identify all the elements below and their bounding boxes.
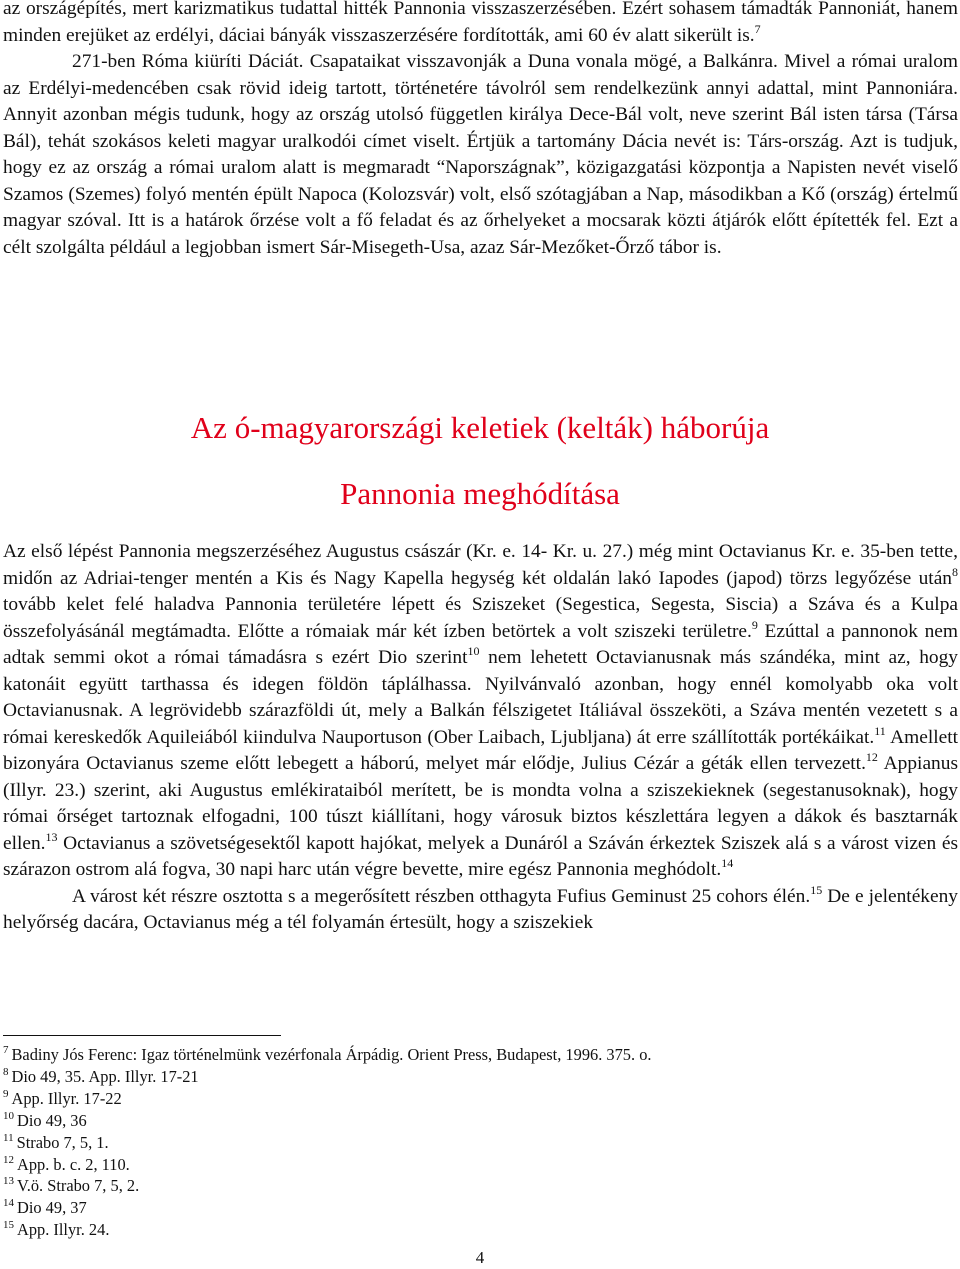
footnote-ref-11[interactable]: 11	[874, 723, 886, 738]
footnote-ref-7[interactable]: 7	[754, 21, 761, 36]
footnote-ref-13[interactable]: 13	[45, 829, 58, 844]
paragraph-text: 271-ben Róma kiüríti Dáciát. Csapataikat visszavonják a Duna vonala mögé, a Balkánra. Mivel a római uralom az Erdélyi-medencében csak rövid ideig tartott, történetére távolról sem rendelkezünk annyi adattal, mint Pannoniára. Annyit azonban mégis tudunk, hogy az ország utolsó független királya Dece-Bál volt, neve szerint Bál isten társa (Társa Bál), tehát szokásos keleti magyar uralkodói címet viselt. Értjük a tartomány Dácia nevét is: Társ-ország. Azt is tudjuk, hogy ez az ország a római uralom alatt is megmaradt “Napországnak”, közigazgatási központja a Napisten nevét viselő Szamos (Szemes) folyó mentén épült Napoca (Kolozsvár) volt, első szótagjában a Nap, másodikban a Kő (ország) értelmű magyar szóval. Itt is a határok őrzése volt a fő feladat és az őrhelyeket a mocsarak közti átjárók előtt építették fel. Ezt a célt szolgálta például a legjobban ismert Sár-Misegeth-Usa, azaz Sár-Mezőket-Őrző tábor is.	[3, 51, 958, 258]
section-paragraph: Az első lépést Pannonia megszerzéséhez Augustus császár (Kr. e. 14- Kr. u. 27.) még mint Octavianus Kr. e. 35-ben tette, midőn az Adriai-tenger mentén a Kis és Nagy Kapella hegység két oldalán lakó Iapodes (japod) törzs legyőzése után$^8$ tovább kelet felé haladva Pannonia területére lépett és Sziszeket (Segestica, Segesta, Siscia) a Száva és a Kulpa összefolyásánál megtámadta. Előtte a rómaiak már két ízben betörtek a volt sziszeki területre.$^9$ Ezúttal a pannonok nem adtak semmi okot a római támadásra s ezért Dio szerint$^{10}$ nem lehetett Octavianusnak más szándéka, mint az, hogy katonáit együtt tarthassa és idegen földön táplálhassa. Nyilvánvaló azonban, hogy ennél komolyabb oka volt Octavianusnak. A legrövidebb szárazföldi út, mely a Balkán félszigetet Itáliával összeköti, a Száva mentén vezetett s a római kereskedők Aquileiából kiindulva Nauportuson (Ober Laibach, Ljubljana) át erre szállították portékáikat.$^{11}$ Amellett bizonyára Octavianus szeme előtt lebegett a háború, melyet már elődje, Julius Cézár a géták ellen tervezett.$^{12}$ Appianus (Illyr. 23.) szerint, aki Augustus emlékirataiból merített, be is mondta volna a sziszekieknek (segestanusoknak), hogy római őrséget tartoznak elfogadni, 100 túszt kiállítani, hogy városuk biztos készlettára legyen a dákok és basztarnák ellen.$^{13}$ Octavianus a szövetségesektől kapott hajókat, melyek a Dunáról a Száván érkeztek Sziszek alá s a várost vizen és szárazon ostrom alá fogva, 30 napi harc után végre bevette, mire egész Pannonia meghódolt.$^{14}$ A várost két részre osztotta s a megerősített részben otthagyta Fufius Geminust 25 cohors élén.$^{15}$ De e jelentékeny helyőrség dacára, Octavianus még a tél folyamán értesült, hogy a sziszekiek	[3, 541, 958, 933]
footnote-item: $^{12}$ App. b. c. 2, 110.	[3, 1153, 130, 1174]
paragraph-continuation	[3, 0, 958, 261]
footnote-item: $^{10}$ Dio 49, 36	[3, 1109, 87, 1130]
footnote-ref-9[interactable]: 9	[751, 617, 758, 632]
footnote-ref-12[interactable]: 12	[865, 750, 878, 764]
footnote-item: $^{14}$ Dio 49, 37	[3, 1197, 87, 1218]
footnote-divider	[3, 1035, 281, 1036]
footnote-item: $^{11}$ Strabo 7, 5, 1.	[3, 1131, 109, 1152]
footnote-item: $^{15}$ App. Illyr. 24.	[3, 1219, 110, 1240]
footnote-item: $^7$ Badiny Jós Ferenc: Igaz történelmünk vezérfonala Árpádig. Orient Press, Budapest, 1996. 375. o.	[3, 1044, 652, 1064]
footnote-ref-14[interactable]: 14	[721, 856, 734, 870]
footnote-item: $^8$ Dio 49, 35. App. Illyr. 17-21	[3, 1065, 199, 1086]
footnote-ref-15[interactable]: 15	[810, 882, 823, 897]
footnote-ref-10[interactable]: 10	[467, 644, 480, 658]
sub-heading: Pannonia meghódítása	[340, 476, 620, 511]
footnote-ref-8[interactable]: 8	[952, 564, 958, 579]
footnote-item: $^{13}$ V.ö. Strabo 7, 5, 2.	[3, 1175, 140, 1196]
page-number: 4	[475, 1248, 485, 1267]
main-heading: Az ó-magyarországi keletiek (kelták) háborúja	[190, 410, 770, 445]
footnote-item: $^9$ App. Illyr. 17-22	[3, 1087, 122, 1108]
footnote-list	[3, 1044, 958, 1241]
paragraph-text: az országépítés, mert karizmatikus tudattal hitték Pannonia visszaszerzésében. Ezért sohasem támadták Pannoniát, hanem minden erejüket az erdélyi, dáciai bányák visszaszerzésére fordították, ami 60 év alatt sikerült is.	[3, 0, 958, 46]
